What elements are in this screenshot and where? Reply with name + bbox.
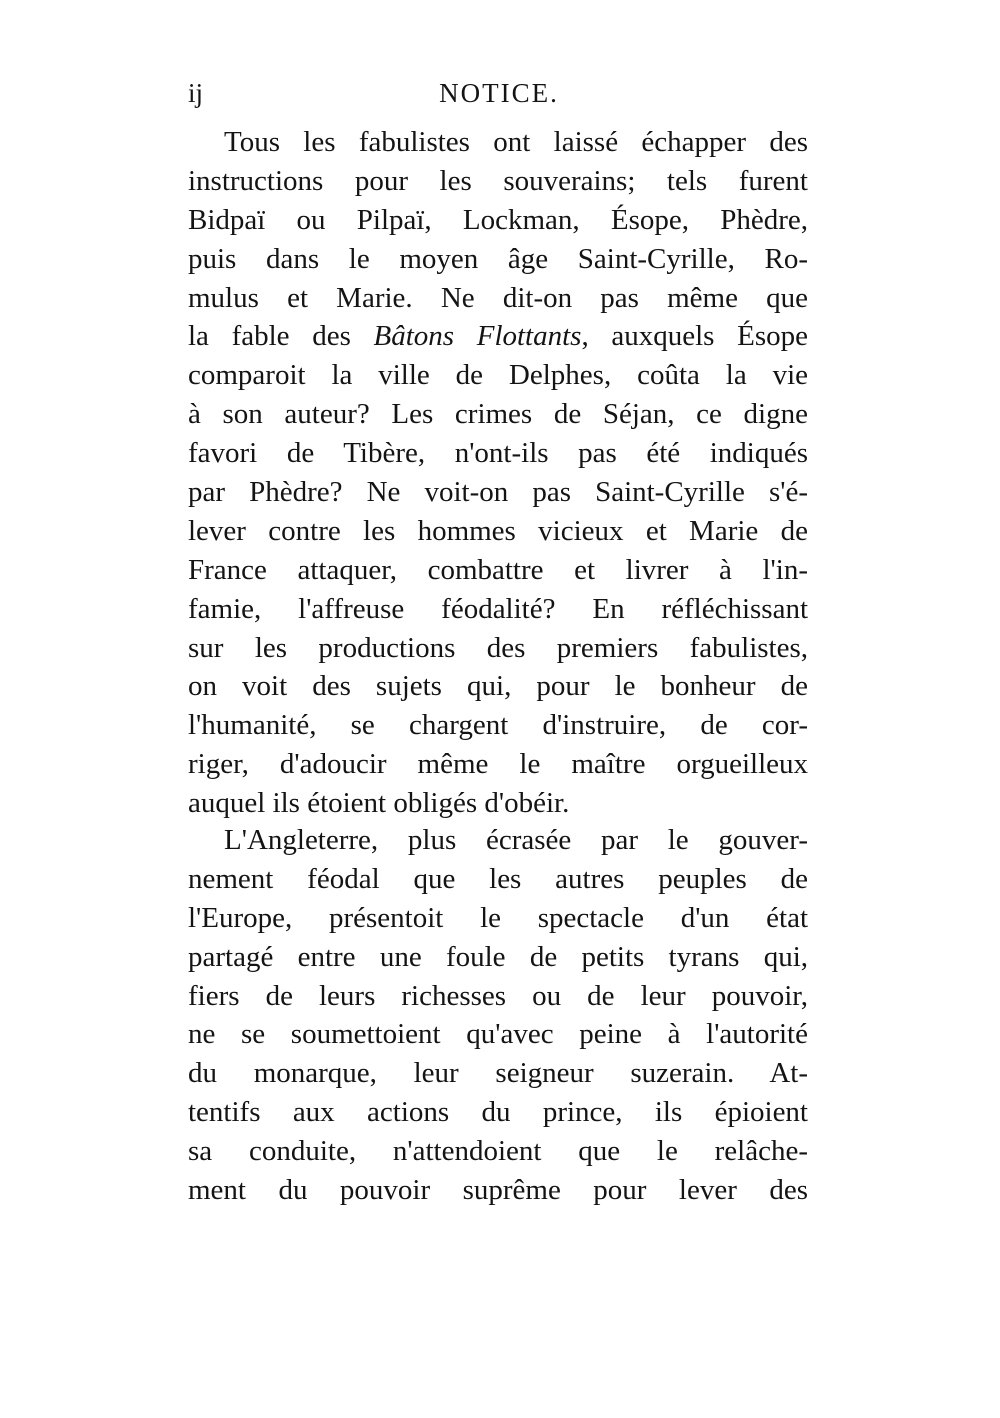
text-line: l'humanité, se chargent d'instruire, de cor- xyxy=(188,709,808,742)
text-line: à son auteur? Les crimes de Séjan, ce digne xyxy=(188,398,808,431)
text-line: l'Europe, présentoit le spectacle d'un état xyxy=(188,901,808,934)
text-line: ne se soumettoient qu'avec peine à l'autorité xyxy=(188,1018,808,1051)
text-line: L'Angleterre, plus écrasée par le gouver- xyxy=(224,824,808,856)
text-line: sur les productions des premiers fabulistes, xyxy=(188,631,808,664)
text-line: on voit des sujets qui, pour le bonheur de xyxy=(188,670,808,703)
text-line: sa conduite, n'attendoient que le relâche- xyxy=(188,1135,808,1168)
text-line: nement féodal que les autres peuples de xyxy=(188,862,808,895)
text-run: la fable des xyxy=(188,320,374,353)
text-line: comparoit la ville de Delphes, coûta la vie xyxy=(188,359,808,392)
text-line-with-italic xyxy=(188,317,808,356)
text-line: puis dans le moyen âge Saint-Cyrille, Ro- xyxy=(188,242,808,275)
text-line: favori de Tibère, n'ont-ils pas été indiqués xyxy=(188,437,808,470)
page-number: ij xyxy=(188,78,204,108)
text-line: instructions pour les souverains; tels furent xyxy=(188,164,808,197)
text-line: famie, l'affreuse féodalité? En réfléchissant xyxy=(188,592,808,625)
text-line: du monarque, leur seigneur suzerain. At- xyxy=(188,1057,808,1090)
text-line: mulus et Marie. Ne dit-on pas même que xyxy=(188,281,808,314)
italic-title: Bâtons Flottants xyxy=(373,320,582,353)
text-line: fiers de leurs richesses ou de leur pouvoir, xyxy=(188,979,808,1012)
paragraph-2 xyxy=(188,821,808,1210)
running-title: NOTICE. xyxy=(439,78,559,108)
paragraph-1 xyxy=(188,123,808,823)
text-run: , auxquels Ésope xyxy=(581,320,808,353)
text-line: lever contre les hommes vicieux et Marie de xyxy=(188,514,808,547)
text-line: riger, d'adoucir même le maître orgueilleux xyxy=(188,748,808,781)
text-line: par Phèdre? Ne voit-on pas Saint-Cyrille s'é- xyxy=(188,476,808,509)
text-line: auquel ils étoient obligés d'obéir. xyxy=(188,787,570,820)
text-line: Tous les fabulistes ont laissé échapper des xyxy=(224,126,808,158)
text-line: partagé entre une foule de petits tyrans qui, xyxy=(188,940,808,973)
text-line: tentifs aux actions du prince, ils épioient xyxy=(188,1096,808,1129)
text-line: ment du pouvoir suprême pour lever des xyxy=(188,1174,808,1207)
page-header xyxy=(188,78,810,118)
text-line: France attaquer, combattre et livrer à l'in- xyxy=(188,553,808,586)
text-line: Bidpaï ou Pilpaï, Lockman, Ésope, Phèdre, xyxy=(188,203,808,236)
